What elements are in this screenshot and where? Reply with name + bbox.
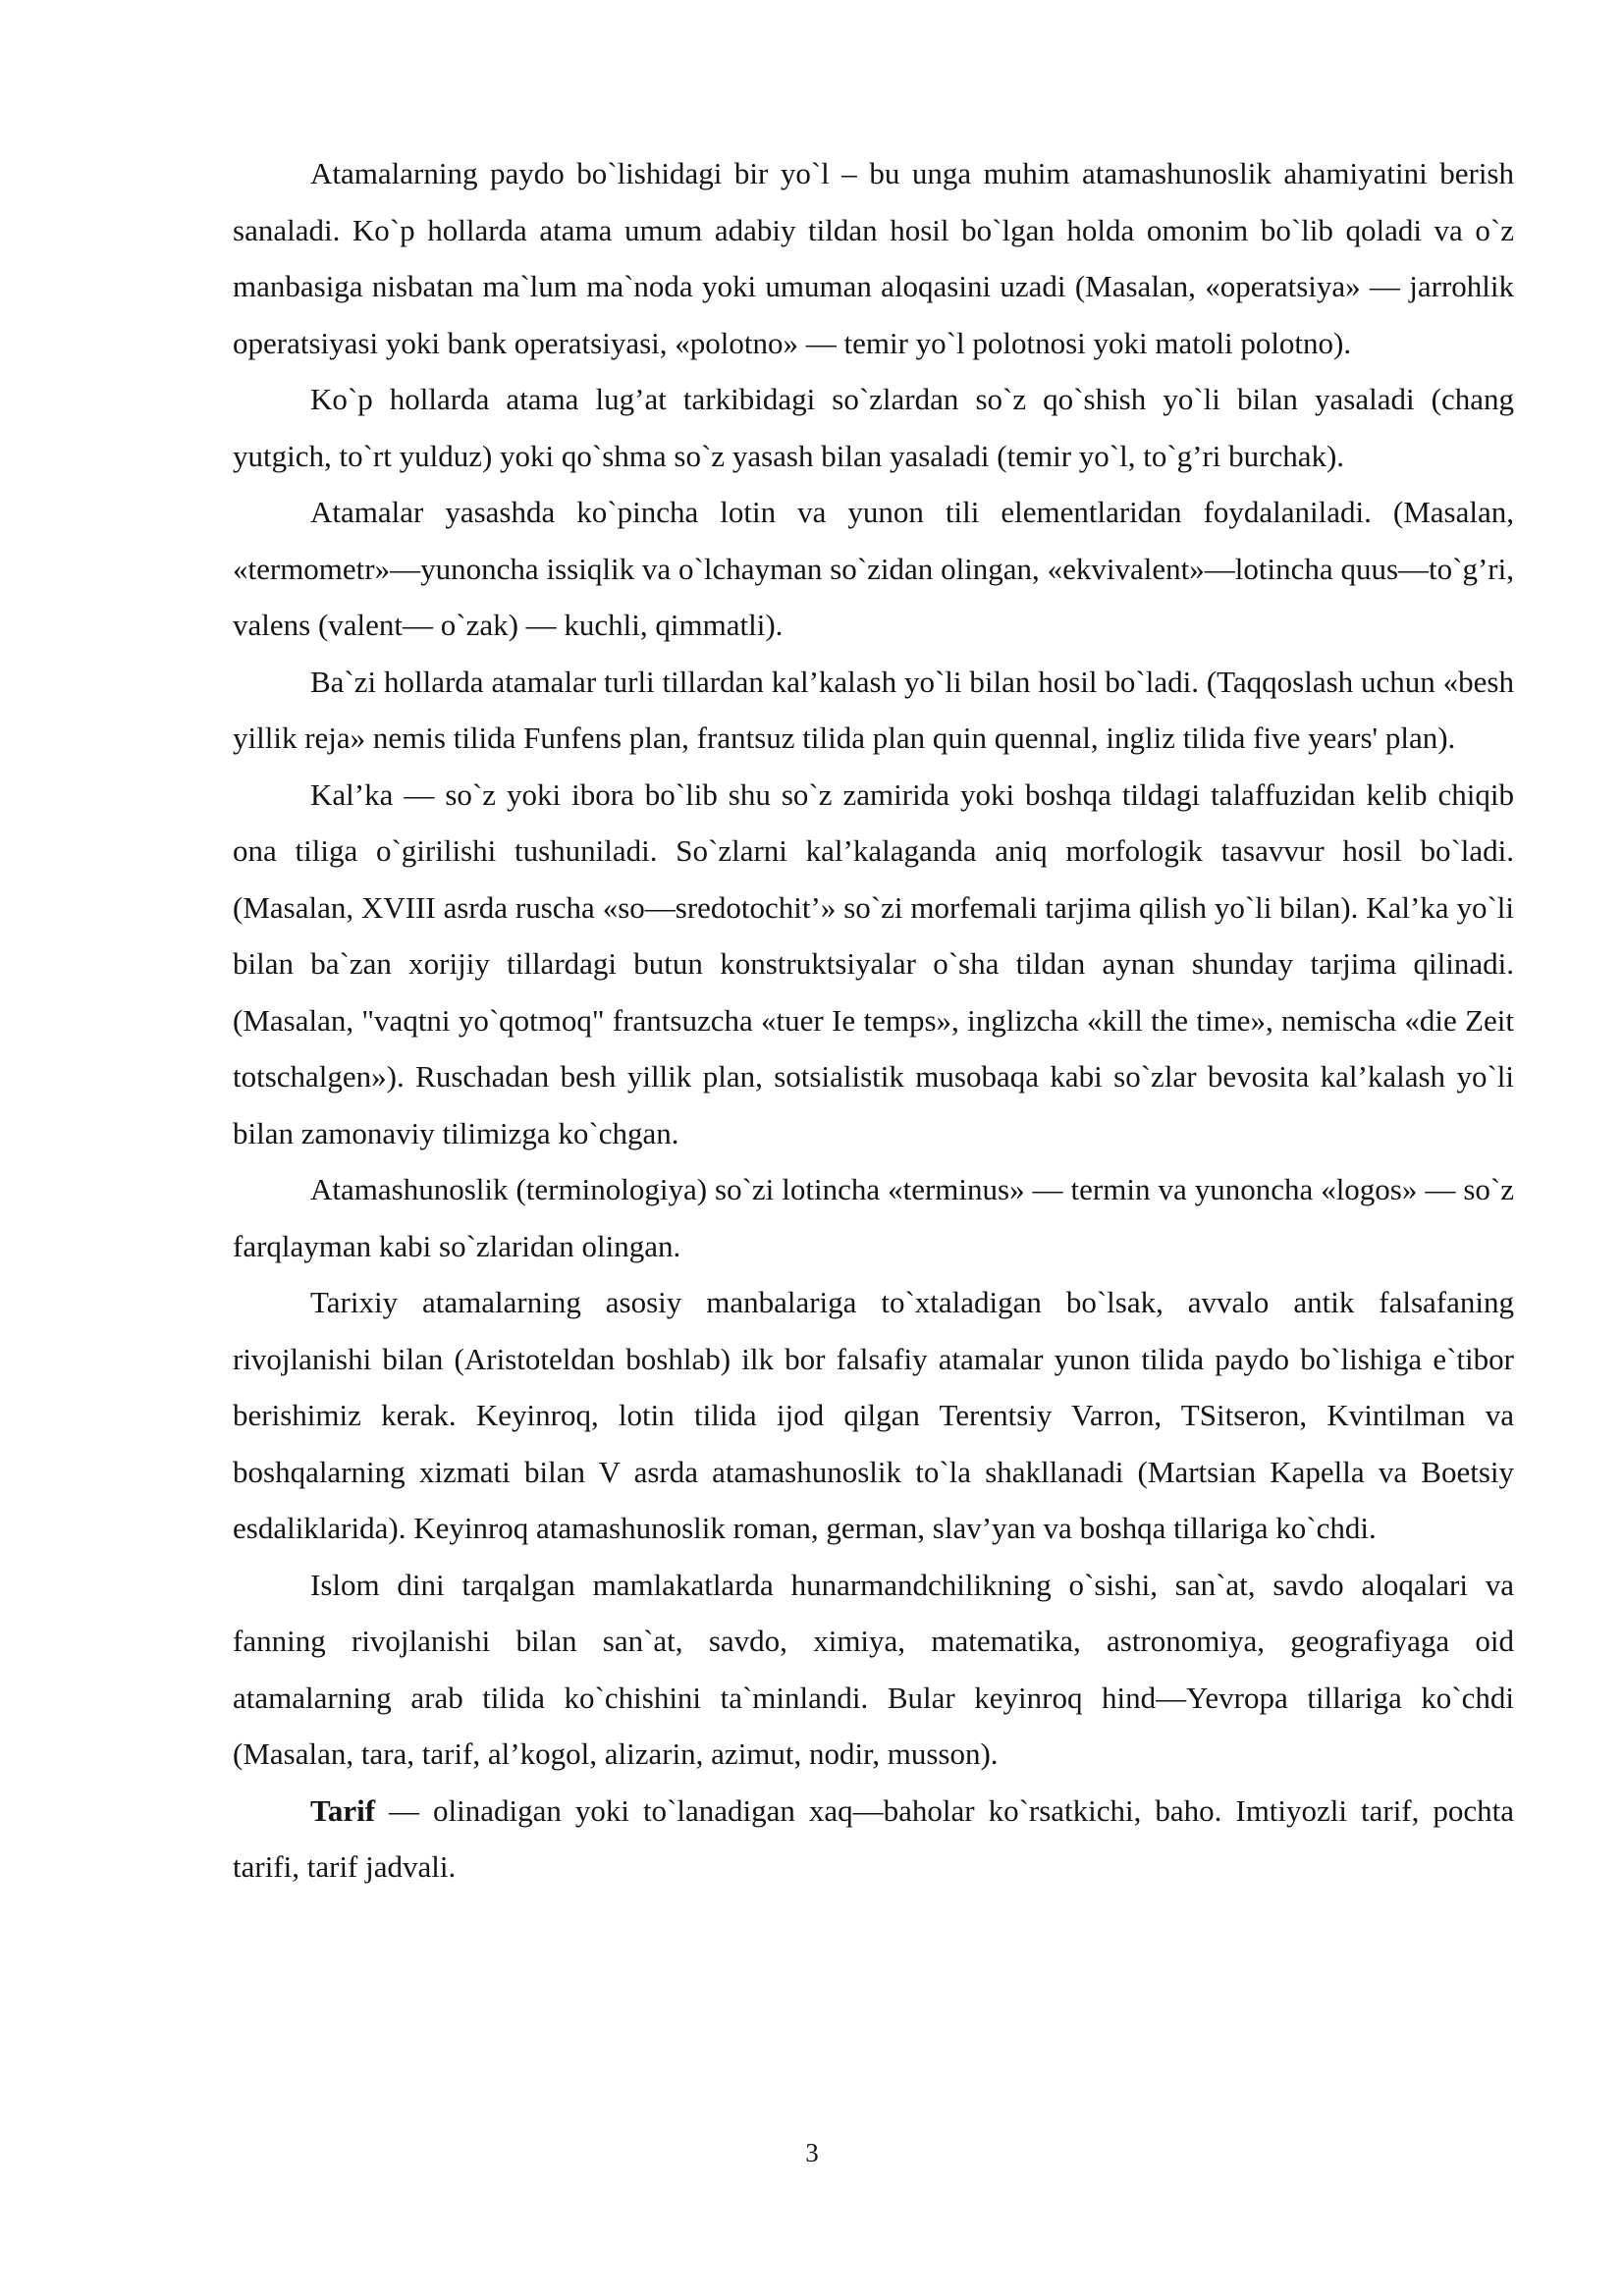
- paragraph-arabic-borrowings: Islom dini tarqalgan mamlakatlarda hunarmandchilikning o`sishi, san`at, savdo aloqalari va fanning rivojlanishi bilan san`at, savdo, ximiya, matematika, astronomiya, geografiyaga oid atamalarning arab tilida ko`chishini ta`minlandi. Bular keyinroq hind—Yevropa tillariga ko`chdi (Masalan, tara, tarif, al’kogol, alizarin, azimut, nodir, musson).: [233, 1567, 1514, 1771]
- paragraph-historical-sources: Tarixiy atamalarning asosiy manbalariga to`xtaladigan bo`lsak, avvalo antik falsafaning rivojlanishi bilan (Aristoteldan boshlab) ilk bor falsafiy atamalar yunon tilida paydo bo`lishiga e`tibor berishimiz kerak. Keyinroq, lotin tilida ijod qilgan Terentsiy Varron, TSitseron, Kvintilman va boshqalarning xizmati bilan V asrda atamashunoslik to`la shakllanadi (Martsian Kapella va Boetsiy esdaliklarida). Keyinroq atamashunoslik roman, german, slav’yan va boshqa tillariga ko`chdi.: [233, 1285, 1514, 1545]
- paragraph-tarif-definition: [233, 1783, 1514, 1896]
- page-number: 3: [805, 2138, 819, 2167]
- paragraph-calque-intro: Ba`zi hollarda atamalar turli tillardan kal’kalash yo`li bilan hosil bo`ladi. (Taqqoslash uchun «besh yillik reja» nemis tilida Funfens plan, frantsuz tilida plan quin quennal, ingliz tilida five years' plan).: [233, 664, 1514, 755]
- paragraph-term-origin: Atamalarning paydo bo`lishidagi bir yo`l – bu unga muhim atamashunoslik ahamiyatini berish sanaladi. Ko`p hollarda atama umum adabiy tildan hosil bo`lgan holda omonim bo`lib qoladi va o`z manbasiga nisbatan ma`lum ma`noda yoki umuman aloqasini uzadi (Masalan, «operatsiya» — jarrohlik operatsiyasi yoki bank operatsiyasi, «polotno» — temir yo`l polotnosi yoki matoli polotno).: [233, 156, 1514, 360]
- paragraph-word-formation: Ko`p hollarda atama lug’at tarkibidagi so`zlardan so`z qo`shish yo`li bilan yasaladi (chang yutgich, to`rt yulduz) yoki qo`shma so`z yasash bilan yasaladi (temir yo`l, to`g’ri burchak).: [233, 382, 1514, 473]
- paragraph-terminology-etymology: Atamashunoslik (terminologiya) so`zi lotincha «terminus» — termin va yunoncha «logos» — so`z farqlayman kabi so`zlaridan olingan.: [233, 1172, 1514, 1263]
- page-body: [233, 145, 1514, 1896]
- paragraph-calque-definition: Kal’ka — so`z yoki ibora bo`lib shu so`z zamirida yoki boshqa tildagi talaffuzidan kelib chiqib ona tiliga o`girilishi tushuniladi. So`zlarni kal’kalaganda aniq morfologik tasavvur hosil bo`ladi. (Masalan, XVIII asrda ruscha «so—sredotochit’» so`zi morfemali tarjima qilish yo`li bilan). Kal’ka yo`li bilan ba`zan xorijiy tillardagi butun konstruktsiyalar o`sha tildan aynan shunday tarjima qilinadi. (Masalan, "vaqtni yo`qotmoq" frantsuzcha «tuer Ie temps», inglizcha «kill the time», nemischa «die Zeit totschalgen»). Ruschadan besh yillik plan, sotsialistik musobaqa kabi so`zlar bevosita kal’kalash yo`li bilan zamonaviy tilimizga ko`chgan.: [233, 776, 1514, 1150]
- definition-term: Tarif: [310, 1792, 376, 1828]
- definition-text: — olinadigan yoki to`lanadigan xaq—baholar ko`rsatkichi, baho. Imtiyozli tarif, pochta tarifi, tarif jadvali.: [233, 1792, 1514, 1884]
- paragraph-latin-greek: Atamalar yasashda ko`pincha lotin va yunon tili elementlaridan foydalaniladi. (Masalan, «termometr»—yunoncha issiqlik va o`lchayman so`zidan olingan, «ekvivalent»—lotincha quus—to`g’ri, valens (valent— o`zak) — kuchli, qimmatli).: [233, 495, 1514, 642]
